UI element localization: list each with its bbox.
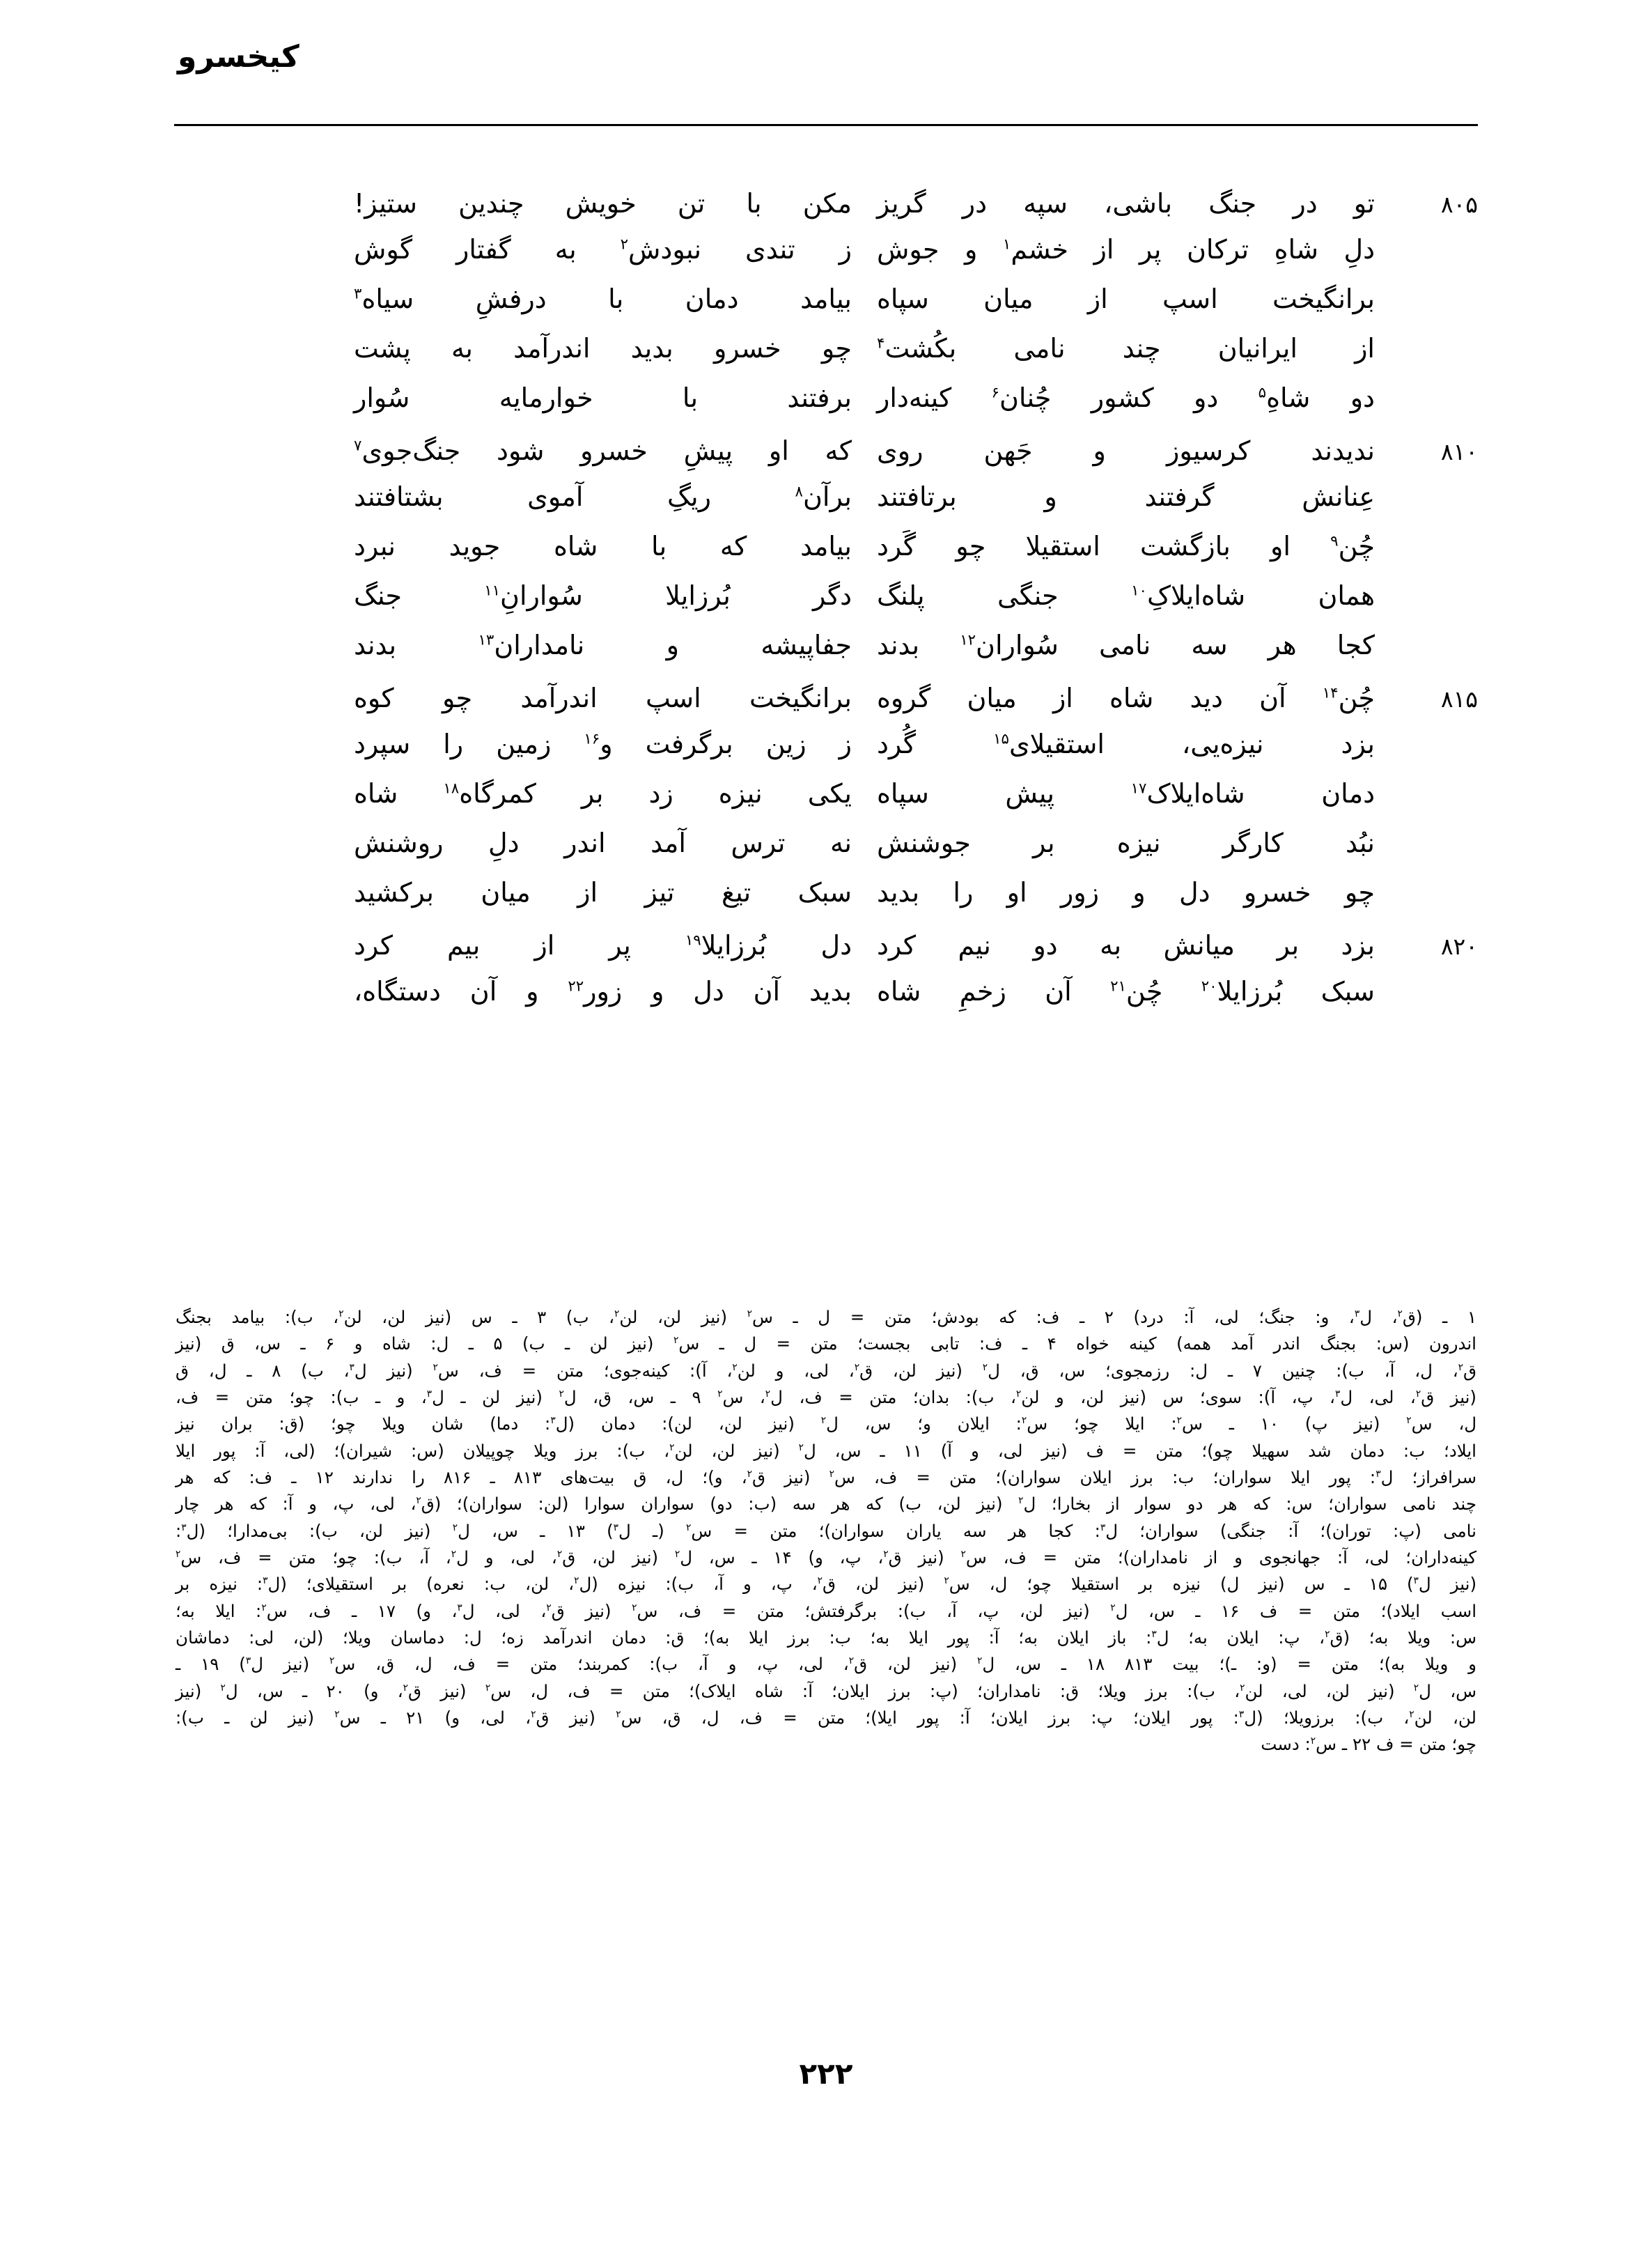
apparatus-line: (نیز ق$^۲$، لی، ل$^۳$، پ، آ): سوی؛ س (نیز لن، و لن$^۲$، ب): بدان؛ متن = ف، ل$^۲$، س$^۲$ ۹ ـ س، ق، ل$^۲$ (نیز لن ـ ل$^۳$، و ـ ب): چو؛ متن = ف، bbox=[176, 1386, 1476, 1407]
verse-number bbox=[1375, 650, 1478, 654]
verse-number bbox=[1375, 897, 1478, 901]
hemistich-first: چُن$^{۱۴}$ آن دید شاه از میان گروه bbox=[877, 683, 1375, 713]
verse-number bbox=[1375, 502, 1478, 506]
verse-number bbox=[1375, 304, 1478, 308]
verse-number: ۸۰۵ bbox=[1440, 191, 1478, 218]
verse-row bbox=[174, 582, 1478, 632]
hemistich-first: تو در جنگ باشی، سپه در گریز bbox=[877, 188, 1375, 219]
hemistich-first: همان شاه‌ایلاکِ$^{۱۰}$ جنگی پلنگ bbox=[877, 580, 1375, 611]
verse-row bbox=[174, 830, 1478, 879]
hemistich-first: چُن$^۹$ او بازگشت استقیلا چو گَرد bbox=[877, 531, 1375, 562]
verse-row bbox=[174, 434, 1478, 483]
verse-row bbox=[174, 236, 1478, 286]
apparatus-line: و ویلا به)؛ متن = (و: ـ)؛ بیت ۸۱۳ ۱۸ ـ س، ل$^۲$ (نیز لن، ق$^۲$، لی، پ، و آ، ب): کمربند؛ متن = ف، ل، ق، س$^۲$ (نیز ل$^۳$) ۱۹ ـ bbox=[176, 1654, 1476, 1675]
hemistich-first: ندیدند کرسیوز و جَهن روی bbox=[877, 435, 1375, 466]
hemistich-first: برانگیخت اسپ از میان سپاه bbox=[877, 284, 1375, 314]
verse-number bbox=[1375, 848, 1478, 852]
hemistich-first: دو شاهِ$^۵$ دو کشور چُنان$^۶$ کینه‌دار bbox=[877, 382, 1375, 413]
hemistich-second: برآن$^۸$ ریگِ آموی بشتافتند bbox=[354, 481, 852, 512]
apparatus-line: ۱ ـ (ق$^۲$، ل$^۳$، و: جنگ؛ لی، آ: درد) ۲ ـ ف: که بودش؛ متن = ل ـ س$^۲$ (نیز لن، لن$^۲$، ب) ۳ ـ س (نیز لن، لن$^۲$، ب): بیامد بجنگ bbox=[176, 1307, 1476, 1327]
verse-row bbox=[174, 335, 1478, 385]
apparatus-line: ق$^۲$، ل، آ، ب): چنین ۷ ـ ل: رزمجوی؛ س، ق، ل$^۲$ (نیز لن، ق$^۲$، لی، و لن$^۲$، آ): کینه‌جوی؛ متن = ف، س$^۲$ (نیز ل$^۳$، ب) ۸ ـ ل، ق bbox=[176, 1360, 1477, 1381]
apparatus-line: س، ل$^۲$ (نیز لن، لی، لن$^۲$، ب): برز ویلا؛ ق: نامداران؛ (پ: برز ایلان؛ آ: شاه ایلاک)؛ متن = ف، ل، س$^۲$ (نیز ق$^۲$، و) ۲۰ ـ س، ل$^۲$ (نیز bbox=[176, 1680, 1477, 1701]
hemistich-second: ز تندی نبودش$^۲$ به گفتار گوش bbox=[354, 234, 852, 265]
apparatus-line: چو؛ متن = ف ۲۲ ـ س$^۲$: دست bbox=[1261, 1734, 1476, 1755]
verse-number: ۸۱۵ bbox=[1440, 686, 1478, 713]
hemistich-first: چو خسرو دل و زور او را بدید bbox=[877, 877, 1375, 908]
verse-row bbox=[174, 286, 1478, 335]
header-divider bbox=[174, 124, 1478, 126]
apparatus-line: اندرون (س: بجنگ اندر آمد همه) کینه خواه ۴ ـ ف: تابی بجست؛ متن = ل ـ س$^۲$ (نیز لن ـ ب) ۵ ـ ل: شاه و ۶ ـ س، ق (نیز bbox=[176, 1333, 1476, 1354]
hemistich-first: از ایرانیان چند نامی بکُشت$^۴$ bbox=[877, 333, 1375, 364]
hemistich-first: نبُد کارگر نیزه بر جوشنش bbox=[877, 828, 1375, 858]
apparatus-line: ایلاد؛ ب: دمان شد سهیلا چو)؛ متن = ف (نیز لی، و آ) ۱۱ ـ س، ل$^۲$ (نیز لن، لن$^۲$، ب): برز ویلا چوپیلان (س: شیران)؛ (لی، آ: پور ایلا bbox=[176, 1440, 1476, 1461]
verse-row bbox=[174, 533, 1478, 582]
hemistich-second: بدید آن دل و زور$^{۲۲}$ و آن دستگاه، bbox=[354, 976, 852, 1007]
running-header bbox=[178, 39, 1474, 75]
hemistich-first: کجا هر سه نامی سُواران$^{۱۲}$ بدند bbox=[877, 630, 1376, 660]
apparatus-line: نامی (پ: توران)؛ آ: جنگی) سواران؛ ل$^۳$: کجا هر سه یاران سواران)؛ متن = س$^۲$ (ـ ل$^۳$) ۱۳ ـ س، ل$^۲$ (نیز لن، ب): بی‌مدارا؛ (ل$^۳$: bbox=[176, 1520, 1476, 1541]
hemistich-second: بیامد دمان با درفشِ سیاه$^۳$ bbox=[354, 284, 852, 314]
verse-row bbox=[174, 483, 1478, 533]
hemistich-second: چو خسرو بدید اندرآمد به پشت bbox=[354, 333, 852, 364]
verse-number bbox=[1375, 996, 1478, 1000]
hemistich-first: دمان شاه‌ایلاک$^{۱۷}$ پیش سپاه bbox=[877, 778, 1375, 809]
verse-row bbox=[174, 382, 1478, 434]
hemistich-second: نه ترس آمد اندر دلِ روشنش bbox=[354, 828, 852, 858]
verse-row bbox=[174, 681, 1478, 731]
apparatus-line: س: ویلا به؛ (ق$^۲$، پ: ایلان به؛ ل$^۳$: باز ایلان به؛ آ: پور ایلا به؛ ب: برز ایلا به)؛ ق: دمان اندرآمد زه؛ ل: دماسان ویلا؛ (لن، لی: دماشان bbox=[176, 1627, 1476, 1648]
verse-row bbox=[174, 879, 1478, 929]
hemistich-second: دل بُرزایلا$^{۱۹}$ پر از بیم کرد bbox=[354, 930, 852, 961]
verse-row bbox=[174, 632, 1478, 681]
folio-number: ۲۲۲ bbox=[799, 2057, 853, 2091]
verse-number: ۸۲۰ bbox=[1440, 933, 1478, 960]
hemistich-second: برفتند با خوارمایه سُوار bbox=[354, 382, 852, 413]
hemistich-second: دگر بُرزایلا سُوارانِ$^{۱۱}$ جنگ bbox=[354, 580, 852, 611]
hemistich-first: سبک بُرزایلا$^{۲۰}$ چُن$^{۲۱}$ آن زخمِ شاه bbox=[877, 976, 1375, 1007]
verse-row bbox=[174, 187, 1478, 236]
verse-number bbox=[1375, 749, 1478, 753]
apparatus-line: (نیز ل$^۳$) ۱۵ ـ س (نیز ل) نیزه بر استقیلا چو؛ ل، س$^۲$ (نیز لن، ق$^۲$، پ، و آ، ب): نیزه (ل$^۲$، لن، ب: نعره) بر استقیلای؛ (ل$^۳$: نیزه بر bbox=[176, 1574, 1477, 1595]
verse-number bbox=[1375, 551, 1478, 555]
apparatus-line: چند نامی سواران؛ س: که هر دو سوار از بخارا؛ ل$^۲$ (نیز لن، ب) که هر سه (ب: دو) سواران سوارا (لن: سواران)؛ (ق$^۲$، لی، پ، و آ: که هر چار bbox=[176, 1494, 1476, 1515]
hemistich-second: سبک تیغ تیز از میان برکشید bbox=[354, 877, 852, 908]
verse-row bbox=[174, 731, 1478, 780]
verse-block bbox=[174, 187, 1478, 1028]
verse-row bbox=[174, 929, 1478, 978]
hemistich-second: ز زین برگرفت و$^{۱۶}$ زمین را سپرد bbox=[354, 729, 852, 759]
apparatus-line: کینه‌داران؛ لی، آ: جهانجوی و از نامداران)؛ متن = ف، س$^۲$ (نیز ق$^۲$، پ، و) ۱۴ ـ س، ل$^۲$ (نیز لن، ق$^۲$، لی، و ل$^۲$، آ، ب): چو؛ متن = ف، س$^۲$ bbox=[176, 1547, 1477, 1567]
hemistich-second: بیامد که با شاه جوید نبرد bbox=[354, 531, 852, 562]
hemistich-first: عِنانش گرفتند و برتافتند bbox=[877, 481, 1375, 512]
apparatus-line: اسب ایلاد)؛ متن = ف ۱۶ ـ س، ل$^۲$ (نیز لن، پ، آ، ب): برگرفتش؛ متن = ف، س$^۲$ (نیز ق$^۲$، لی، ل$^۳$، و) ۱۷ ـ ف، س$^۲$: ایلا به؛ bbox=[176, 1600, 1476, 1621]
hemistich-second: که او پیشِ خسرو شود جنگ‌جوی$^۷$ bbox=[354, 435, 852, 466]
hemistich-first: بزد نیزه‌یی، استقیلای$^{۱۵}$ گُرد bbox=[877, 729, 1375, 759]
verse-number bbox=[1375, 254, 1478, 258]
verse-number bbox=[1375, 798, 1478, 803]
verse-number bbox=[1375, 353, 1478, 357]
verse-number bbox=[1375, 403, 1478, 407]
apparatus-line: لن، لن$^۲$، ب): برزویلا؛ (ل$^۳$: پور ایلان؛ پ: برز ایلان؛ آ: پور ایلا)؛ متن = ف، ل، ق، س$^۲$ (نیز ق$^۲$، لی، و) ۲۱ ـ س$^۲$ (نیز لن ـ ب): bbox=[176, 1707, 1476, 1728]
hemistich-second: یکی نیزه زد بر کمرگاه$^{۱۸}$ شاه bbox=[354, 778, 852, 809]
apparatus-line: سرافراز؛ ل$^۳$: پور ایلا سواران؛ ب: برز ایلان سواران)؛ متن = ف، س$^۲$ (نیز ق$^۲$، و)؛ ل، ق بیت‌های ۸۱۳ ـ ۸۱۶ را ندارند ۱۲ ـ ف: که هر bbox=[176, 1466, 1477, 1487]
apparatus-line: ل، س$^۲$ (نیز پ) ۱۰ ـ س$^۲$: ایلا چو؛ س$^۲$: ایلان و؛ س، ل$^۲$ (نیز لن، لن): دمان (ل$^۳$: دما) شان ویلا چو؛ (ق: بران نیز bbox=[176, 1414, 1477, 1434]
hemistich-second: جفاپیشه و نامداران$^{۱۳}$ بدند bbox=[354, 630, 852, 660]
hemistich-first: دلِ شاهِ ترکان پر از خشم$^۱$ و جوش bbox=[877, 234, 1375, 265]
verse-number bbox=[1375, 601, 1478, 605]
hemistich-first: بزد بر میانش به دو نیم کرد bbox=[877, 930, 1375, 961]
verse-row bbox=[174, 978, 1478, 1028]
page-title: کیخسرو bbox=[178, 39, 299, 75]
hemistich-second: مکن با تن خویش چندین ستیز! bbox=[354, 188, 852, 219]
verse-number: ۸۱۰ bbox=[1440, 438, 1478, 465]
critical-apparatus bbox=[176, 1304, 1476, 1758]
hemistich-second: برانگیخت اسپ اندرآمد چو کوه bbox=[354, 683, 852, 713]
verse-row bbox=[174, 780, 1478, 830]
